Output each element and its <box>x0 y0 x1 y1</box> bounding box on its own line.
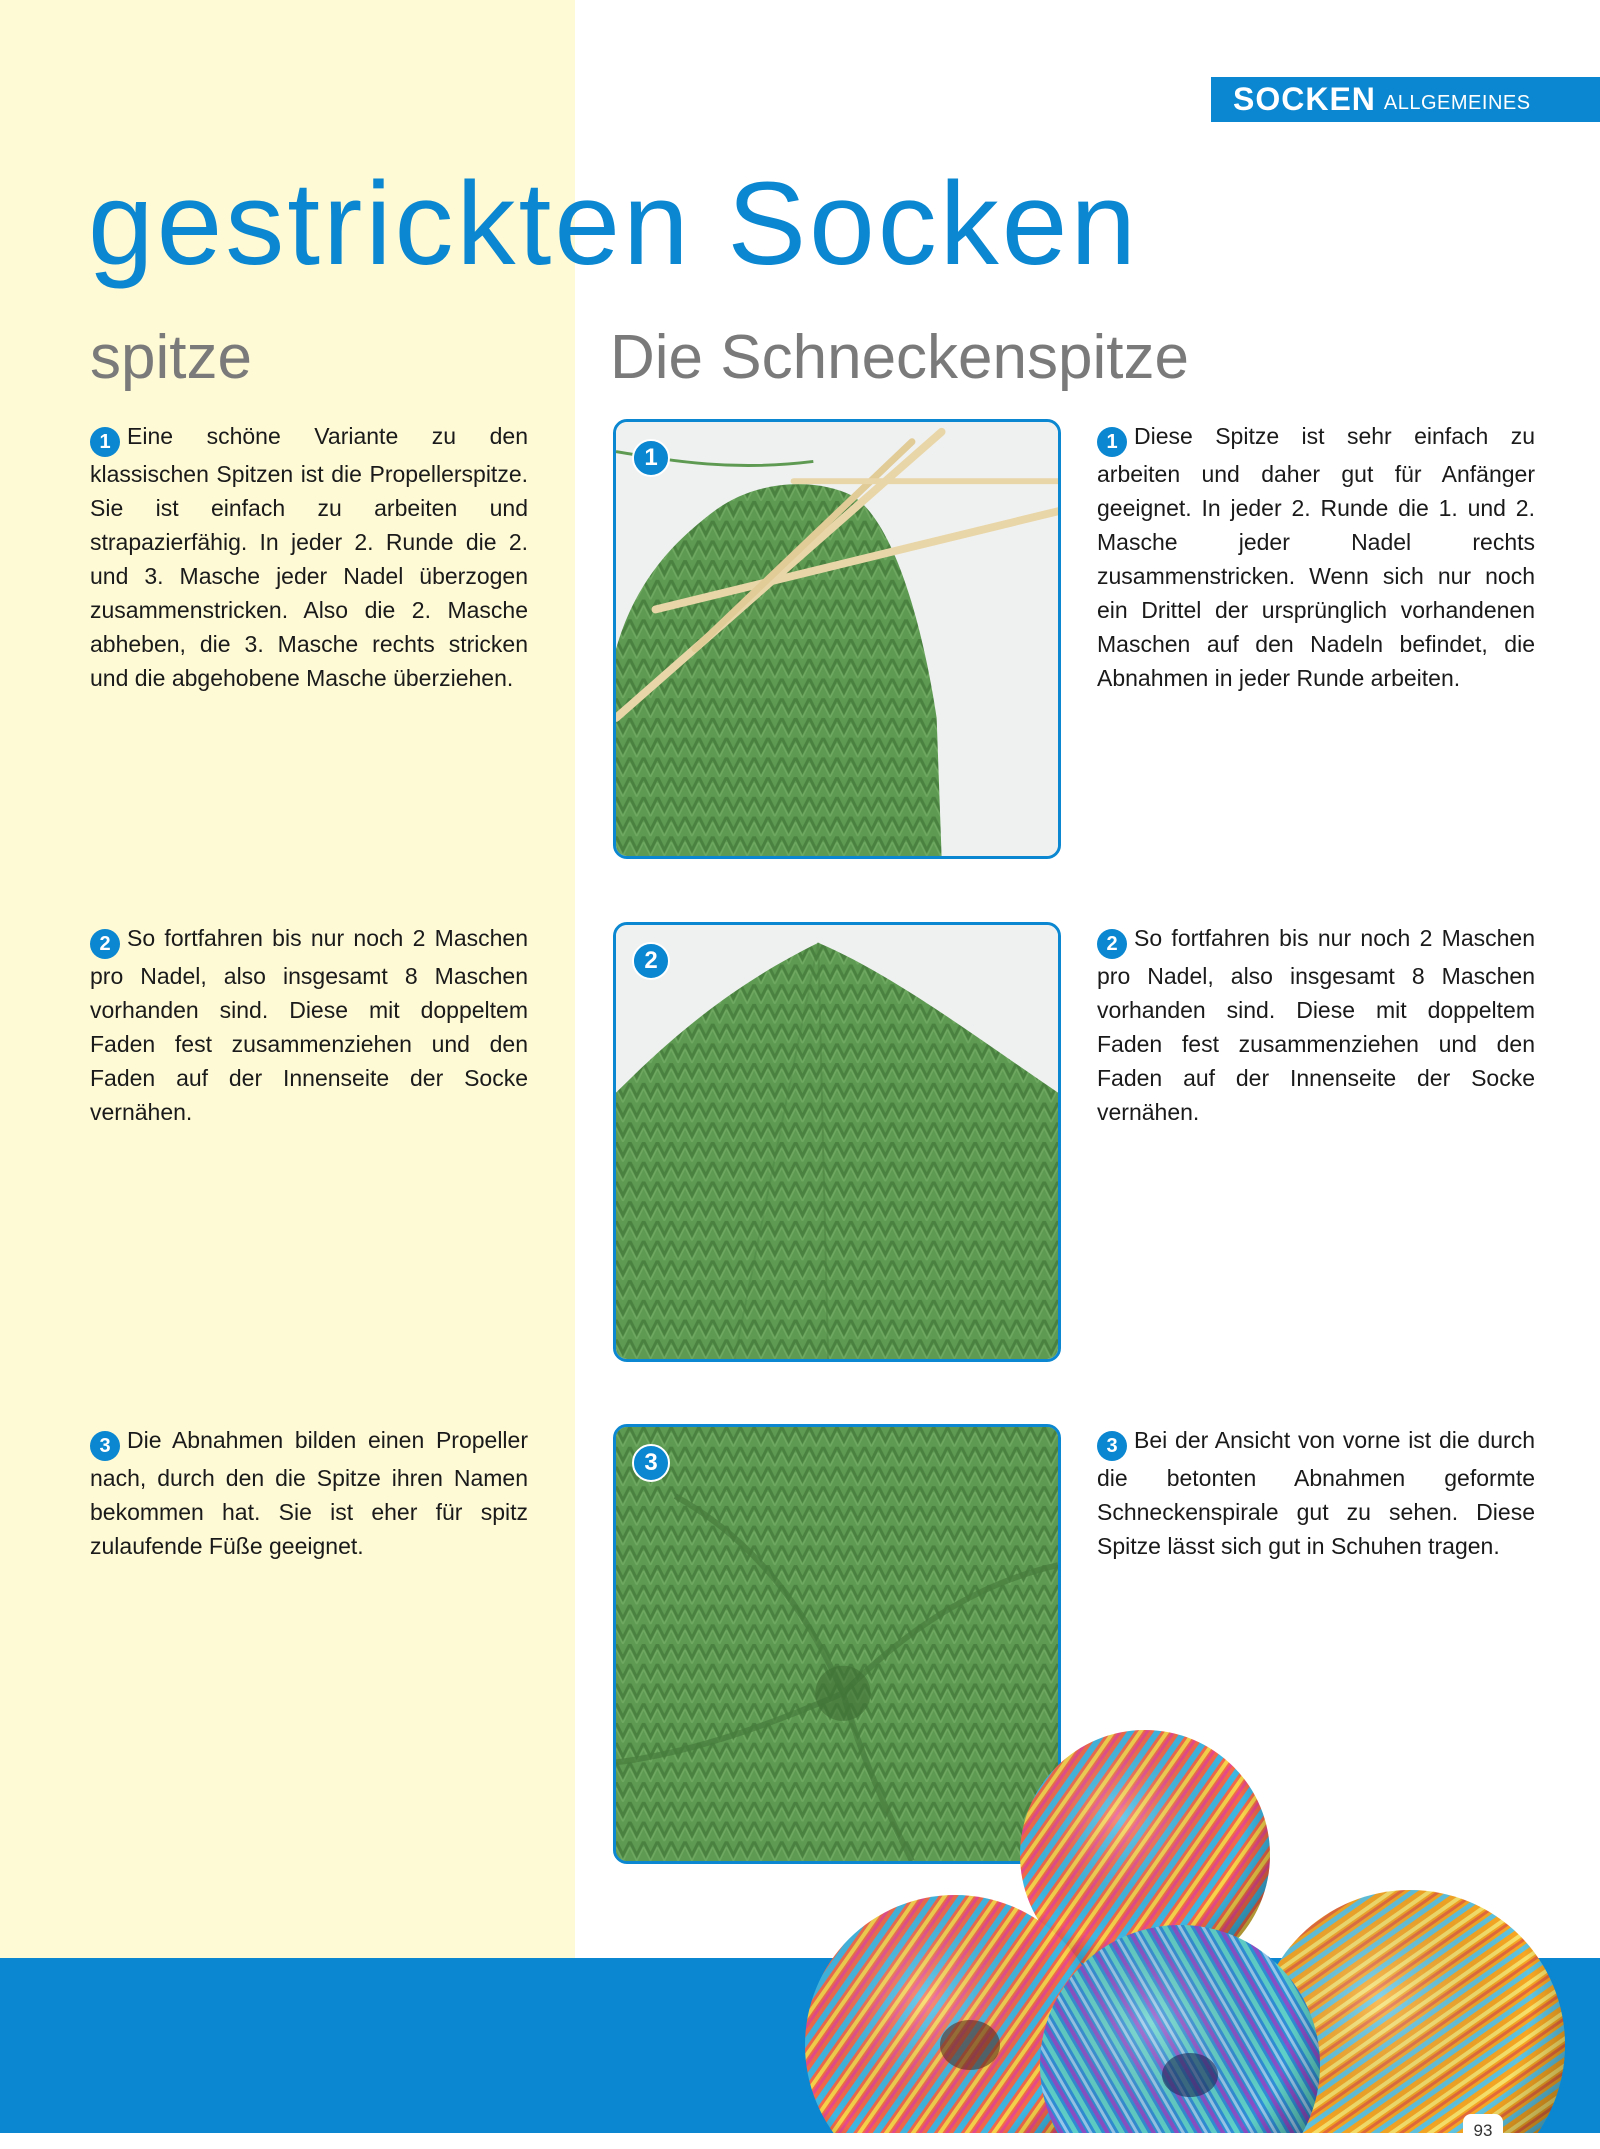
right-step-1 <box>1097 419 1535 695</box>
step-number-badge: 1 <box>90 427 120 457</box>
sock-toe-side-photo <box>613 922 1061 1362</box>
step-number-badge: 2 <box>1097 929 1127 959</box>
step-number-badge: 3 <box>90 1431 120 1461</box>
left-step-3 <box>90 1423 528 1563</box>
section-tag-main: SOCKEN <box>1233 81 1376 117</box>
right-step-3 <box>1097 1423 1535 1563</box>
photo-number-badge: 1 <box>632 439 670 477</box>
left-step-1 <box>90 419 528 695</box>
right-step-3-text: Bei der Ansicht von vorne ist die durch die betonten Abnahmen geformte Schneckenspirale gut zu sehen. Diese Spitze lässt sich gut in Schuhen tragen. <box>1097 1427 1535 1559</box>
right-step-2-text: So fortfahren bis nur noch 2 Maschen pro Nadel, also insgesamt 8 Maschen vorhanden sind. Diese mit doppeltem Faden fest zusammenziehen und den Faden auf der Innenseite der Socke vernähen. <box>1097 925 1535 1125</box>
page-title: gestrickten Socken <box>88 158 1139 290</box>
left-step-1-text: Eine schöne Variante zu den klassischen Spitzen ist die Propellerspitze. Sie ist einfach zu arbeiten und strapazierfähig. In jeder 2. Runde die 2. und 3. Masche jeder Nadel überzogen zusammenstricken. Also die 2. Masche abheben, die 3. Masche rechts stricken und die abgehobene Masche überziehen. <box>90 423 528 691</box>
step-number-badge: 1 <box>1097 427 1127 457</box>
left-section-heading: spitze <box>90 323 252 392</box>
yarn-balls-image <box>800 1700 1600 2133</box>
photo-number-badge: 3 <box>632 1444 670 1482</box>
photo-number-badge: 2 <box>632 942 670 980</box>
step-number-badge: 2 <box>90 929 120 959</box>
left-step-3-text: Die Abnahmen bilden einen Propeller nach, durch den die Spitze ihren Namen bekommen hat. Sie ist eher für spitz zulaufende Füße geeignet. <box>90 1427 528 1559</box>
left-step-2 <box>90 921 528 1129</box>
page-number: 93 <box>1463 2114 1503 2149</box>
right-section-heading: Die Schneckenspitze <box>610 323 1189 392</box>
left-step-2-text: So fortfahren bis nur noch 2 Maschen pro Nadel, also insgesamt 8 Maschen vorhanden sind. Diese mit doppeltem Faden fest zusammenziehen und den Faden auf der Innenseite der Socke vernähen. <box>90 925 528 1125</box>
right-step-2 <box>1097 921 1535 1129</box>
step-number-badge: 3 <box>1097 1431 1127 1461</box>
section-tag-sub: ALLGEMEINES <box>1383 92 1531 114</box>
right-step-1-text: Diese Spitze ist sehr einfach zu arbeiten und daher gut für Anfänger geeignet. In jeder 2. Runde die 1. und 2. Masche jeder Nadel rechts zusammenstricken. Wenn sich nur noch ein Drittel der ursprünglich vorhandenen Maschen auf den Nadeln befindet, die Abnahmen in jeder Runde arbeiten. <box>1097 423 1535 691</box>
knitting-on-needles-photo <box>613 419 1061 859</box>
section-tag <box>1211 77 1600 122</box>
